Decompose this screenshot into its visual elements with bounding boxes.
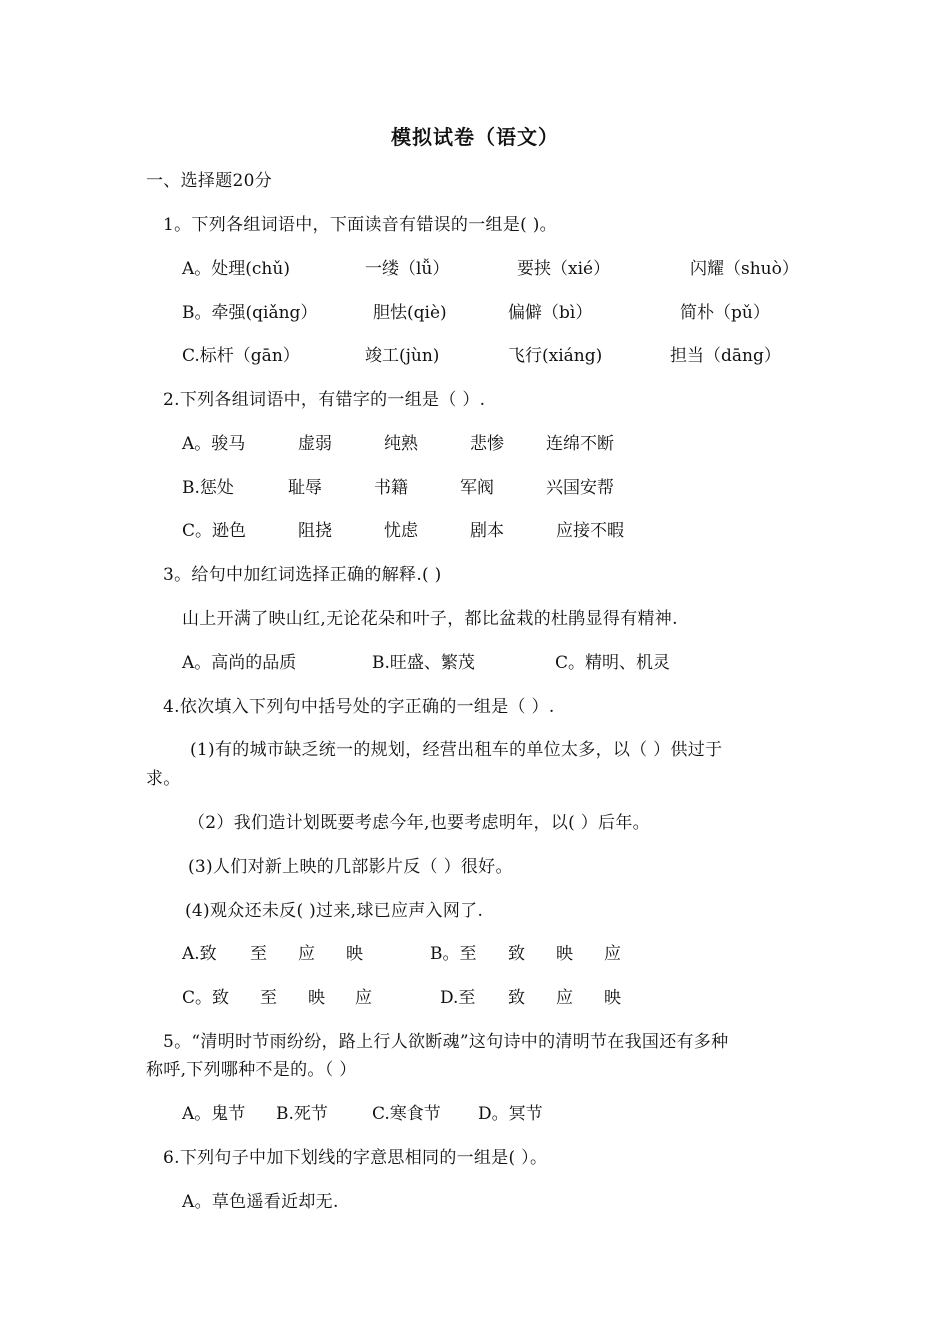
- q5-option-c: C.寒食节: [372, 1104, 441, 1124]
- section-heading: 一、选择题20分: [146, 171, 273, 191]
- q4-option-d-3: 应: [556, 988, 573, 1008]
- q5-option-a: A。鬼节: [182, 1104, 246, 1124]
- q1-option-a-1: A。处理(chǔ): [182, 259, 290, 279]
- q2-option-a-4: 悲惨: [470, 434, 504, 454]
- q4-option-d-1: D.至: [440, 988, 476, 1008]
- q1-option-a-4: 闪耀（shuò）: [690, 259, 799, 279]
- q1-option-c-2: 竣工(jùn): [365, 346, 440, 366]
- q4-option-b-3: 映: [556, 944, 573, 964]
- q4-option-c-3: 映: [308, 988, 325, 1008]
- q4-option-c-4: 应: [355, 988, 372, 1008]
- question-4-sentence-1-cont: 求。: [146, 769, 181, 789]
- q2-option-b-5: 兴国安帮: [546, 478, 614, 498]
- q2-option-c-1: C。逊色: [182, 521, 247, 541]
- q2-option-c-3: 忧虑: [384, 521, 418, 541]
- q4-option-c-1: C。致: [182, 988, 230, 1008]
- question-4-stem: 4.依次填入下列句中括号处的字正确的一组是（ ）.: [163, 697, 555, 717]
- q2-option-a-3: 纯熟: [384, 434, 418, 454]
- q4-option-a-3: 应: [298, 944, 315, 964]
- question-4-sentence-2: （2）我们造计划既要考虑今年,也要考虑明年，以( ）后年。: [188, 813, 650, 833]
- q4-option-a-2: 至: [250, 944, 267, 964]
- question-3-stem: 3。给句中加红词选择正确的解释.( ): [163, 565, 442, 585]
- q4-option-b-4: 应: [604, 944, 621, 964]
- q3-option-a: A。高尚的品质: [182, 653, 297, 673]
- q1-option-b-4: 简朴（pǔ）: [680, 303, 770, 323]
- question-4-sentence-1: (1)有的城市缺乏统一的规划，经营出租车的单位太多，以（ ）供过于: [190, 740, 723, 760]
- question-1-stem: 1。下列各组词语中，下面读音有错误的一组是( )。: [163, 215, 557, 235]
- page-title: 模拟试卷（语文）: [391, 125, 559, 149]
- q2-option-b-1: B.惩处: [182, 478, 234, 498]
- q4-option-c-2: 至: [260, 988, 277, 1008]
- q4-option-b-2: 致: [508, 944, 525, 964]
- q2-option-b-4: 军阀: [460, 478, 494, 498]
- q2-option-a-5: 连绵不断: [546, 434, 614, 454]
- q2-option-a-2: 虚弱: [298, 434, 332, 454]
- q1-option-b-2: 胆怯(qiè): [373, 303, 447, 323]
- q3-option-b: B.旺盛、繁茂: [372, 653, 475, 673]
- q2-option-a-1: A。骏马: [182, 434, 246, 454]
- q3-option-c: C。精明、机灵: [555, 653, 671, 673]
- question-5-stem-cont: 称呼,下列哪种不是的。（ ）: [146, 1060, 357, 1080]
- q4-option-d-2: 致: [508, 988, 525, 1008]
- q1-option-a-2: 一缕（lǚ）: [365, 259, 450, 279]
- q5-option-b: B.死节: [276, 1104, 328, 1124]
- q1-option-b-3: 偏僻（bì）: [508, 303, 593, 323]
- q6-option-a: A。草色遥看近却无.: [182, 1192, 339, 1212]
- q2-option-b-3: 书籍: [374, 478, 408, 498]
- q1-option-c-3: 飞行(xiáng): [508, 346, 603, 366]
- q4-option-b-1: B。至: [430, 944, 477, 964]
- q4-option-a-4: 映: [346, 944, 363, 964]
- q4-option-d-4: 映: [604, 988, 621, 1008]
- q1-option-a-3: 要挟（xié）: [517, 259, 611, 279]
- question-4-sentence-3: (3)人们对新上映的几部影片反（ ）很好。: [188, 857, 513, 877]
- q1-option-b-1: B。牵强(qiǎng）: [182, 303, 318, 323]
- q2-option-c-4: 剧本: [470, 521, 504, 541]
- question-4-sentence-4: (4)观众还未反( )过来,球已应声入网了.: [185, 901, 484, 921]
- q2-option-c-2: 阻挠: [298, 521, 332, 541]
- question-2-stem: 2.下列各组词语中，有错字的一组是（ ）.: [163, 390, 486, 410]
- q1-option-c-4: 担当（dāng）: [670, 346, 781, 366]
- q2-option-b-2: 耻辱: [288, 478, 322, 498]
- q1-option-c-1: C.标杆（gān）: [182, 346, 300, 366]
- q2-option-c-5: 应接不暇: [556, 521, 624, 541]
- question-3-sentence: 山上开满了映山红,无论花朵和叶子，都比盆栽的杜鹃显得有精神.: [182, 609, 678, 629]
- question-6-stem: 6.下列句子中加下划线的字意思相同的一组是( ）。: [163, 1148, 548, 1168]
- q4-option-a-1: A.致: [182, 944, 217, 964]
- q5-option-d: D。冥节: [478, 1104, 543, 1124]
- question-5-stem: 5。“清明时节雨纷纷，路上行人欲断魂”这句诗中的清明节在我国还有多种: [163, 1032, 729, 1052]
